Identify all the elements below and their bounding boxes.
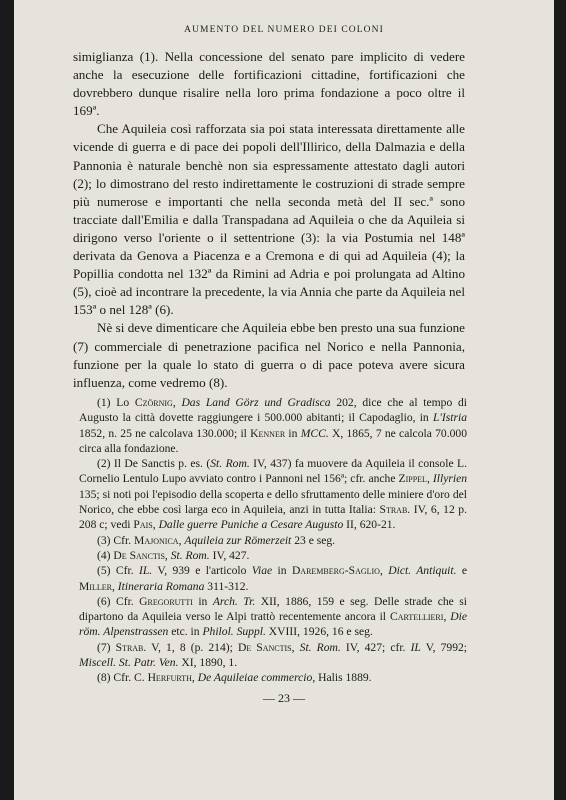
footnote-text: , <box>291 640 300 654</box>
footnote-text: in <box>272 564 292 578</box>
author-name: Cartellieri <box>389 610 444 624</box>
main-text <box>73 48 465 392</box>
footnote-text: , <box>191 671 198 685</box>
book-page <box>14 0 554 800</box>
footnote-3 <box>79 533 467 548</box>
work-title: Aquileia zur Römerzeit <box>184 533 292 547</box>
work-title: Miscell. St. Patr. Ven. <box>79 656 179 670</box>
footnote-7 <box>79 640 467 671</box>
footnote-text: (6) Cfr. <box>97 594 140 608</box>
footnote-text: IV, 427. <box>209 548 250 562</box>
author-name: Gregorutti <box>139 594 193 608</box>
footnote-text: , <box>111 579 118 593</box>
work-title: Arch. Tr. <box>212 594 256 608</box>
footnote-text: , <box>379 564 389 578</box>
footnote-2 <box>79 456 467 532</box>
footnote-text: , <box>152 518 159 532</box>
footnote-text: 135; si noti poi l'episodio della scoperta e dello sfruttamento delle miniere d'oro del Norico, che ebbe così larga eco in Aquileia, anzi in tutta Italia: <box>79 487 467 517</box>
footnote-text: XVIII, 1926, 16 e seg. <box>265 625 373 639</box>
footnote-1 <box>79 395 467 456</box>
work-title: St. Rom. <box>170 548 210 562</box>
footnote-text: (2) Il De Sanctis p. es. ( <box>97 457 211 471</box>
footnote-text: IV, 427; cfr. <box>340 640 411 654</box>
paragraph-3: Nè si deve dimenticare che Aquileia ebbe ben presto una sua funzione (7) commerciale di penetrazione pacifica nel Norico e nella Pannonia, funzione per la quale lo stato di guerra o di pace poteva avere sicura influenza, come vedremo (8). <box>73 320 465 390</box>
author-name: Pais <box>133 518 153 532</box>
footnote-4 <box>79 548 467 563</box>
running-title: AUMENTO DEL NUMERO DEI COLONI <box>184 25 384 35</box>
footnote-text: in <box>285 426 301 440</box>
footnote-text: XI, 1890, 1. <box>178 656 238 670</box>
footnote-text: 23 e seg. <box>291 533 336 547</box>
footnote-text: etc. in <box>168 625 203 639</box>
footnote-text: (5) Cfr. <box>97 564 139 578</box>
footnote-text: , Halis 1889. <box>312 671 372 685</box>
footnote-text: XII, 1886, 159 e seg. Delle strade che si dipartono da Aquileia verso le Alpi trattò recentemente ancora il <box>79 594 467 624</box>
footnote-text: X, 1865, 7 ne calcola 70.000 circa alla fondazione. <box>79 426 467 455</box>
footnote-text: IV, 437) fa muovere da Aquileia il console L. Cornelio Lentulo Lupo avviato contro i Pannoni nel 156ª; cfr. anche <box>79 457 467 486</box>
author-name: Zippel <box>398 472 427 486</box>
work-title: L'Istria <box>432 411 467 425</box>
footnote-text: V, 939 e l'articolo <box>152 564 252 578</box>
footnote-text: 202, dice che al tempo di Augusto la città dovette raggiungere i 500.000 abitanti; il Capodaglio, in <box>79 396 467 425</box>
paragraph-1: simiglianza (1). Nella concessione del senato pare implicito di vedere anche la esecuzione delle fortificazioni cittadine, fortificazioni che dovrebbero dunque risalire nella loro prima fondazione a poco oltre il 169ª. <box>73 49 465 119</box>
work-title: Dict. Antiquit. <box>388 564 457 578</box>
work-title: Illyrien <box>432 472 468 486</box>
footnote-text: (1) Lo <box>97 396 135 409</box>
footnote-6 <box>79 594 467 640</box>
footnote-text: V, 7992; <box>420 640 468 654</box>
work-title: Philol. Suppl. <box>202 625 266 639</box>
footnote-text: (7) <box>97 640 116 654</box>
footnote-text: (8) Cfr. C. <box>97 671 148 685</box>
footnote-text: II, 620-21. <box>343 518 396 532</box>
paragraph-2: Che Aquileia così rafforzata sia poi stata interessata direttamente alle vicende di guerra e di pace dei popoli dell'Illirico, della Dalmazia e della Pannonia è naturale benchè non sia espressamente attestato dagli autori (2); lo dimostrano del resto indirettamente le costruzioni di strade sempre più numerose e importanti che nella seconda metà del II sec.ª sono tracciate dall'Emilia e dalla Transpadana ad Aquileia o che da Aquileia si dirigono verso l'oriente o il settentrione (3): la via Postumia nel 148ª derivata da Genova a Piacenza e a Cremona e di qui ad Aquileia (4); la Popillia condotta nel 132ª da Rimini ad Adria e poi prolungata ad Altino (5), cioè ad incontrare la precedente, la via Annia che parte da Aquileia nel 153ª o nel 128ª (6). <box>73 121 465 318</box>
work-title: IL <box>410 640 421 654</box>
footnote-text: , <box>178 533 185 547</box>
page-number: — 23 — <box>263 691 305 705</box>
author-name: Herfurth <box>147 671 192 685</box>
footnote-text: (4) <box>97 548 114 562</box>
work-title: MCC. <box>300 426 329 440</box>
work-title: Dalle guerre Puniche a Cesare Augusto <box>158 518 344 532</box>
footnote-text: , <box>172 396 182 409</box>
footnote-text: , <box>164 548 171 562</box>
work-title: St. Rom. <box>299 640 341 654</box>
work-title: De Aquileiae commercio <box>197 671 313 685</box>
footnote-text: e <box>456 564 467 578</box>
footnote-5 <box>79 563 467 594</box>
footnote-text: 1852, n. 25 ne calcolava 130.000; il <box>79 426 251 440</box>
author-name: Czörnig <box>134 396 173 409</box>
author-name: Daremberg-Saglio <box>291 564 380 578</box>
footnote-text: , <box>426 472 433 486</box>
footnote-text: in <box>192 594 213 608</box>
work-title: Viae <box>251 564 273 578</box>
author-name: Kenner <box>250 426 286 440</box>
footnote-text: V, 1, 8 (p. 214); <box>146 640 238 654</box>
work-title: St. Rom. <box>210 457 250 471</box>
author-name: De Sanctis <box>113 548 165 562</box>
footnotes <box>79 395 467 686</box>
footnote-text: , <box>443 610 451 624</box>
work-title: Die röm. Alpenstrassen <box>79 610 468 639</box>
work-title: Itineraria Romana <box>117 579 205 593</box>
author-name: Strab. <box>115 640 147 654</box>
author-name: Majonica <box>134 533 179 547</box>
author-name: Miller <box>79 579 112 593</box>
work-title: Das Land Görz und Gradisca <box>181 396 331 409</box>
author-name: De Sanctis <box>237 640 292 654</box>
work-title: IL. <box>138 564 153 578</box>
footnote-text: 311-312. <box>204 579 249 593</box>
footnote-8 <box>79 670 467 685</box>
footnote-text: IV, 6, 12 p. 208 c; vedi <box>79 503 467 532</box>
footnote-text: (3) Cfr. <box>97 533 135 547</box>
author-name: Strab. <box>379 503 411 517</box>
